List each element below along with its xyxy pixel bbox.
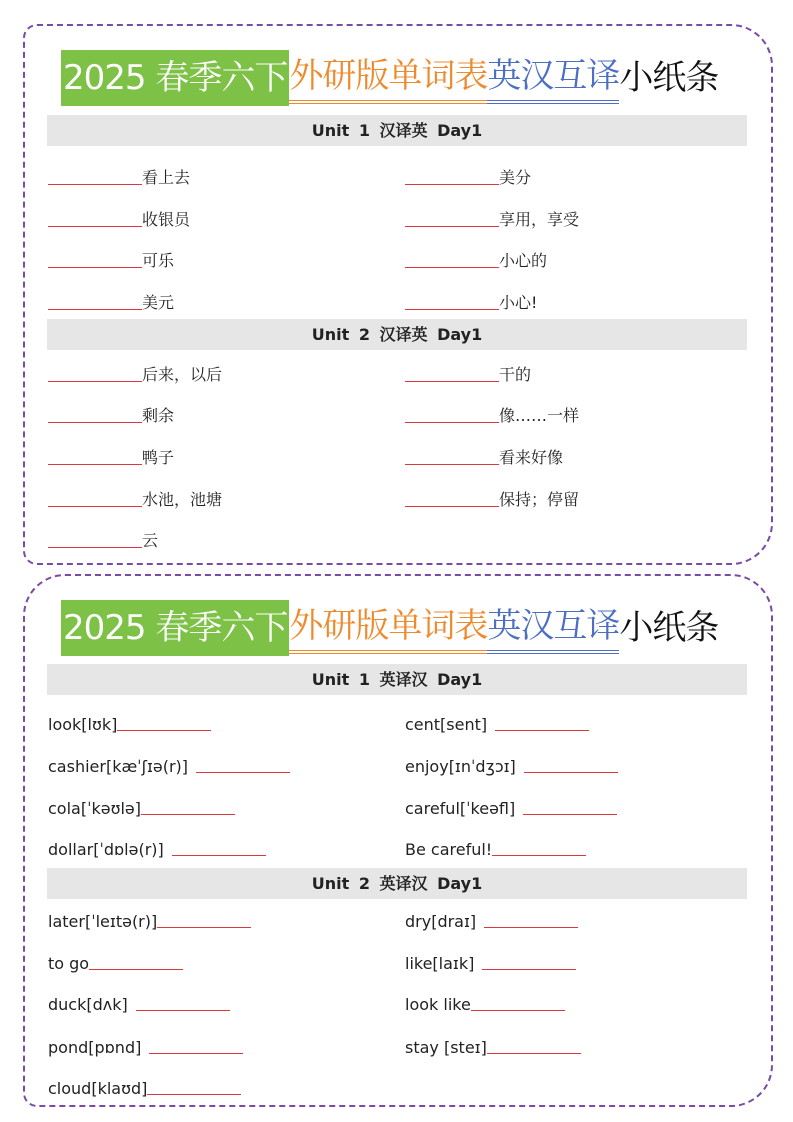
answer-blank[interactable]: [141, 814, 235, 815]
answer-blank[interactable]: [48, 464, 142, 465]
cn-item: 剩余: [48, 400, 174, 426]
cn-item: 可乐: [48, 245, 174, 271]
worksheet-title: [61, 50, 718, 106]
answer-blank[interactable]: [405, 226, 499, 227]
title-slip: 小纸条: [619, 608, 719, 648]
answer-blank[interactable]: [149, 1053, 243, 1054]
en-item: cola[ˈkəʊlə]: [48, 792, 235, 818]
answer-blank[interactable]: [405, 381, 499, 382]
answer-blank[interactable]: [147, 1094, 241, 1095]
unit2-section-header: Unit 2 汉译英 Day1: [47, 319, 747, 350]
answer-blank[interactable]: [48, 547, 142, 548]
answer-blank[interactable]: [136, 1010, 230, 1011]
title-translation: 英汉互译: [487, 602, 619, 654]
cn-item: 鸭子: [48, 442, 174, 468]
answer-blank[interactable]: [405, 506, 499, 507]
answer-blank[interactable]: [482, 969, 576, 970]
answer-blank[interactable]: [48, 506, 142, 507]
cn-item: 保持；停留: [405, 484, 579, 510]
title-textbook: 外研版单词表: [289, 602, 487, 654]
title-year-grade: 2025 春季六下: [61, 50, 289, 106]
cn-item: 干的: [405, 359, 531, 385]
answer-blank[interactable]: [492, 855, 586, 856]
answer-blank[interactable]: [487, 1053, 581, 1054]
en-item: like[laɪk]: [405, 947, 576, 973]
answer-blank[interactable]: [117, 730, 211, 731]
en-item: dry[draɪ]: [405, 905, 578, 931]
answer-blank[interactable]: [495, 730, 589, 731]
en-item: careful[ˈkeəfl]: [405, 792, 617, 818]
en-item: Be careful!: [405, 833, 586, 859]
worksheet-card-en-to-cn: [23, 574, 773, 1107]
cn-item: 小心的: [405, 245, 547, 271]
unit1-section-header: Unit 1 英译汉 Day1: [47, 664, 747, 695]
answer-blank[interactable]: [196, 772, 290, 773]
en-item: cent[sent]: [405, 708, 589, 734]
en-item: dollar[ˈdɒlə(r)]: [48, 833, 266, 859]
cn-item: 后来，以后: [48, 359, 222, 385]
unit2-section-header: Unit 2 英译汉 Day1: [47, 868, 747, 899]
answer-blank[interactable]: [48, 422, 142, 423]
cn-item: 水池，池塘: [48, 484, 222, 510]
answer-blank[interactable]: [48, 381, 142, 382]
cn-item: 像……一样: [405, 400, 579, 426]
answer-blank[interactable]: [405, 422, 499, 423]
cn-item: 小心!: [405, 287, 537, 313]
cn-item: 看来好像: [405, 442, 563, 468]
answer-blank[interactable]: [405, 267, 499, 268]
cn-item: 美分: [405, 162, 531, 188]
title-year-grade: 2025 春季六下: [61, 600, 289, 656]
unit1-section-header: Unit 1 汉译英 Day1: [47, 115, 747, 146]
answer-blank[interactable]: [405, 464, 499, 465]
cn-item: 云: [48, 525, 158, 551]
answer-blank[interactable]: [471, 1010, 565, 1011]
en-item: look[lʊk]: [48, 708, 211, 734]
answer-blank[interactable]: [524, 772, 618, 773]
cn-item: 看上去: [48, 162, 190, 188]
answer-blank[interactable]: [405, 184, 499, 185]
en-item: look like: [405, 988, 565, 1014]
title-textbook: 外研版单词表: [289, 52, 487, 104]
answer-blank[interactable]: [172, 855, 266, 856]
answer-blank[interactable]: [523, 814, 617, 815]
answer-blank[interactable]: [405, 309, 499, 310]
answer-blank[interactable]: [157, 927, 251, 928]
en-item: enjoy[ɪnˈdʒɔɪ]: [405, 750, 618, 776]
worksheet-title: [61, 600, 718, 656]
en-item: cloud[klaʊd]: [48, 1072, 241, 1098]
en-item: later[ˈleɪtə(r)]: [48, 905, 251, 931]
answer-blank[interactable]: [89, 969, 183, 970]
title-slip: 小纸条: [619, 58, 719, 98]
answer-blank[interactable]: [48, 226, 142, 227]
en-item: pond[pɒnd]: [48, 1031, 243, 1057]
en-item: stay [steɪ]: [405, 1031, 581, 1057]
cn-item: 美元: [48, 287, 174, 313]
cn-item: 收银员: [48, 204, 190, 230]
answer-blank[interactable]: [484, 927, 578, 928]
title-translation: 英汉互译: [487, 52, 619, 104]
en-item: duck[dʌk]: [48, 988, 230, 1014]
answer-blank[interactable]: [48, 267, 142, 268]
worksheet-card-cn-to-en: [23, 24, 773, 565]
en-item: cashier[kæˈʃɪə(r)]: [48, 750, 290, 776]
en-item: to go: [48, 947, 183, 973]
cn-item: 享用，享受: [405, 204, 579, 230]
answer-blank[interactable]: [48, 309, 142, 310]
answer-blank[interactable]: [48, 184, 142, 185]
